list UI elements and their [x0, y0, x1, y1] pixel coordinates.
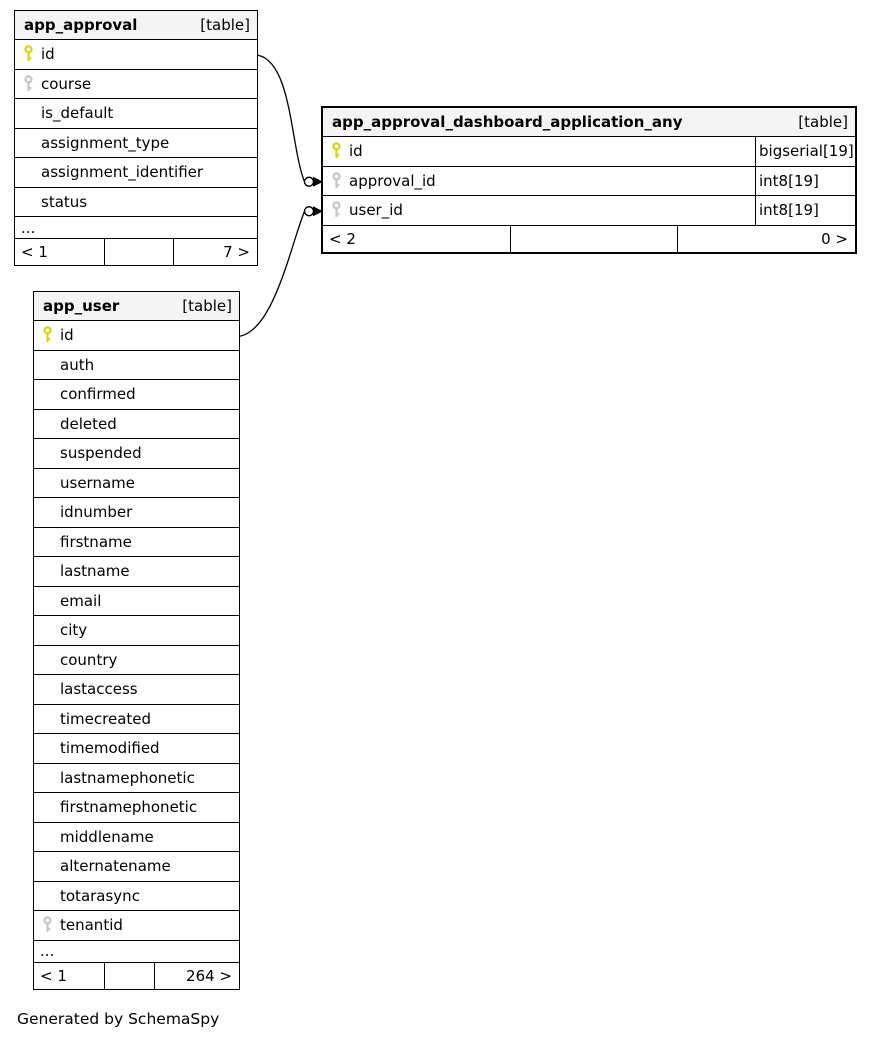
column-row-app_user-confirmed: [34, 380, 239, 410]
column-name: totarasync: [60, 886, 140, 905]
hidden-columns-ellipsis: ...: [15, 217, 257, 239]
column-name: id: [349, 142, 363, 161]
table-name[interactable]: app_user: [43, 297, 120, 315]
column-name: confirmed: [60, 385, 136, 404]
column-row-app_user-id: [34, 321, 239, 351]
child-degree-cell: 0 >: [677, 226, 855, 252]
column-name: email: [60, 591, 102, 610]
column-row-app_user-username: [34, 469, 239, 499]
degree-footer: [323, 226, 855, 252]
primary-key-icon: [42, 326, 53, 344]
column-row-app_user-country: [34, 646, 239, 676]
parent-degree-cell: < 1: [40, 966, 67, 985]
column-name: timemodified: [60, 739, 160, 758]
column-name: auth: [60, 355, 95, 374]
column-name: assignment_type: [41, 133, 170, 152]
table-node-app_approval: [14, 10, 258, 266]
column-name: firstname: [60, 532, 132, 551]
key-slot: [15, 45, 41, 63]
key-slot: [323, 172, 349, 190]
column-row-app_user-deleted: [34, 410, 239, 440]
table-type-tag: [table]: [182, 297, 232, 315]
column-name: status: [41, 192, 88, 211]
column-row-app_user-lastnamephonetic: [34, 764, 239, 794]
column-row-app_user-suspended: [34, 439, 239, 469]
column-row-app_approval-is_default: [15, 99, 257, 129]
spacer-cell: [510, 226, 677, 252]
credit-note: Generated by SchemaSpy: [17, 1010, 220, 1028]
key-slot: [323, 142, 349, 160]
column-row-app_user-email: [34, 587, 239, 617]
column-row-app_approval-assignment_type: [15, 129, 257, 159]
foreign-key-icon: [331, 172, 342, 190]
foreign-key-icon: [23, 75, 34, 93]
table-name[interactable]: app_approval_dashboard_application_any: [332, 113, 683, 131]
table-type-tag: [table]: [798, 113, 848, 131]
column-row-app_user-alternatename: [34, 852, 239, 882]
column-row-app_approval-id: [15, 40, 257, 70]
column-name: lastnamephonetic: [60, 768, 195, 787]
column-name: country: [60, 650, 118, 669]
foreign-key-icon: [331, 201, 342, 219]
table-header-app_approval[interactable]: [15, 11, 257, 40]
column-name: city: [60, 621, 88, 640]
parent-degree-cell: < 1: [21, 243, 48, 261]
connector-circle-icon: [305, 177, 314, 186]
column-name: timecreated: [60, 709, 152, 728]
connector-circle-icon: [305, 207, 314, 216]
column-row-app_approval-assignment_identifier: [15, 158, 257, 188]
key-slot: [34, 916, 60, 934]
column-row-app_user-firstname: [34, 528, 239, 558]
column-row-app_user-auth: [34, 351, 239, 381]
primary-key-icon: [331, 142, 342, 160]
column-type: int8[19]: [755, 167, 855, 196]
column-name: lastname: [60, 562, 130, 581]
table-header-app_user[interactable]: [34, 292, 239, 321]
table-header-app_approval_dashboard_application_any[interactable]: [323, 108, 855, 137]
fk-connector-0: [258, 55, 305, 182]
column-name: suspended: [60, 444, 142, 463]
key-slot: [15, 75, 41, 93]
column-row-app_approval_dashboard_application_any-approval_id: [323, 167, 855, 197]
degree-footer: [34, 963, 239, 989]
column-row-app_user-totarasync: [34, 882, 239, 912]
column-name: id: [41, 45, 55, 64]
column-row-app_user-lastaccess: [34, 675, 239, 705]
child-degree-cell: 7 >: [173, 239, 257, 265]
column-name: alternatename: [60, 857, 171, 876]
column-name: middlename: [60, 827, 154, 846]
primary-key-icon: [23, 45, 34, 63]
column-name: approval_id: [349, 171, 436, 190]
parent-degree-cell: < 2: [329, 229, 356, 248]
column-row-app_approval-status: [15, 188, 257, 218]
spacer-cell: [104, 239, 173, 265]
column-name: firstnamephonetic: [60, 798, 198, 817]
column-name: course: [41, 74, 92, 93]
spacer-cell: [104, 963, 154, 989]
column-row-app_user-firstnamephonetic: [34, 793, 239, 823]
column-name: deleted: [60, 414, 117, 433]
column-type: int8[19]: [755, 196, 855, 225]
hidden-columns-ellipsis: ...: [34, 941, 239, 963]
degree-footer: [15, 239, 257, 265]
column-row-app_user-tenantid: [34, 911, 239, 941]
column-row-app_user-timemodified: [34, 734, 239, 764]
column-row-app_user-middlename: [34, 823, 239, 853]
column-name: idnumber: [60, 503, 133, 522]
key-slot: [323, 201, 349, 219]
column-name: tenantid: [60, 916, 123, 935]
column-name: user_id: [349, 201, 403, 220]
column-name: id: [60, 326, 74, 345]
column-type: bigserial[19]: [755, 137, 855, 166]
child-degree-cell: 264 >: [154, 963, 239, 989]
table-node-app_approval_dashboard_application_any: [321, 106, 857, 254]
column-row-app_user-idnumber: [34, 498, 239, 528]
column-row-app_approval-course: [15, 70, 257, 100]
table-type-tag: [table]: [200, 16, 250, 34]
column-row-app_user-timecreated: [34, 705, 239, 735]
column-name: is_default: [41, 104, 114, 123]
column-row-app_approval_dashboard_application_any-user_id: [323, 196, 855, 226]
column-name: lastaccess: [60, 680, 138, 699]
table-name[interactable]: app_approval: [24, 16, 138, 34]
column-name: assignment_identifier: [41, 163, 204, 182]
column-row-app_approval_dashboard_application_any-id: [323, 137, 855, 167]
table-node-app_user: [33, 291, 240, 990]
foreign-key-icon: [42, 916, 53, 934]
column-name: username: [60, 473, 135, 492]
key-slot: [34, 326, 60, 344]
column-row-app_user-city: [34, 616, 239, 646]
column-row-app_user-lastname: [34, 557, 239, 587]
